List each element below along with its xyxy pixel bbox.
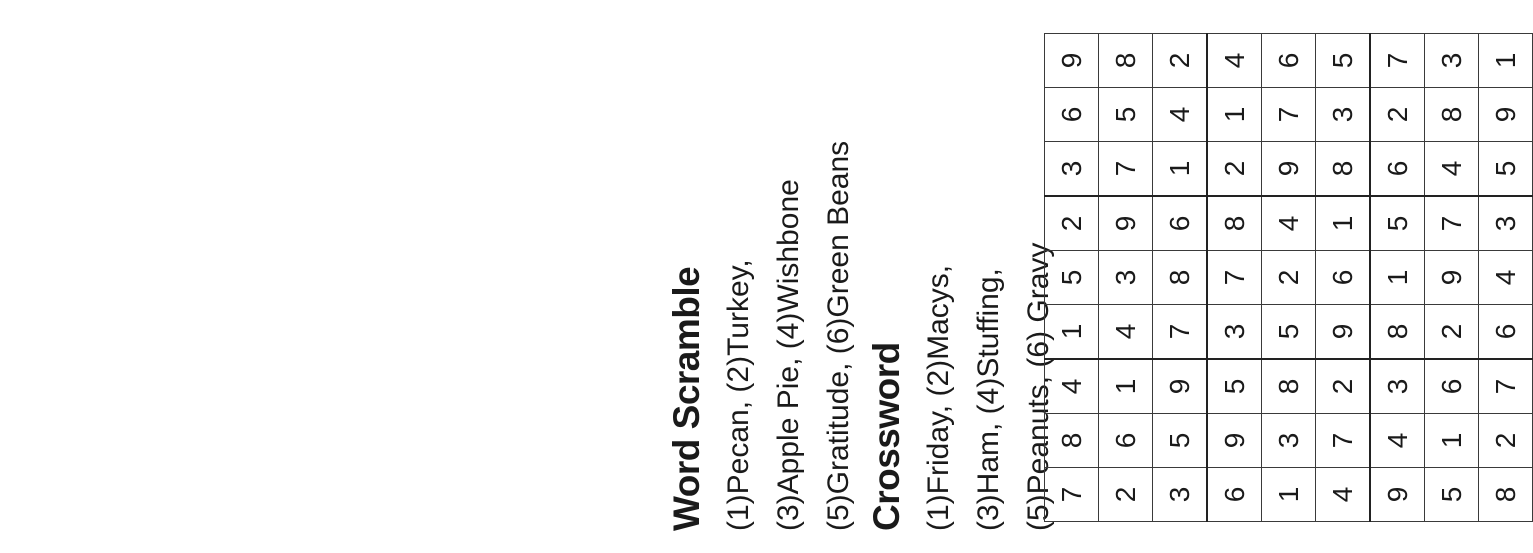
sudoku-cell: 9 — [1479, 88, 1533, 142]
sudoku-cell: 9 — [1262, 142, 1316, 197]
sudoku-cell: 3 — [1479, 196, 1533, 251]
sudoku-cell: 6 — [1153, 196, 1208, 251]
sudoku-cell: 8 — [1099, 34, 1153, 88]
sudoku-cell: 1 — [1479, 34, 1533, 88]
word-scramble-line-1: (1)Pecan, (2)Turkey, — [722, 259, 755, 531]
sudoku-cell: 2 — [1370, 88, 1425, 142]
answer-section — [665, 11, 1065, 531]
sudoku-cell: 7 — [1479, 359, 1533, 414]
sudoku-cell: 8 — [1316, 142, 1371, 197]
sudoku-row — [1316, 34, 1371, 522]
sudoku-cell: 9 — [1316, 305, 1371, 360]
sudoku-cell: 7 — [1045, 468, 1099, 522]
sudoku-cell: 5 — [1316, 34, 1371, 88]
sudoku-row — [1045, 34, 1099, 522]
sudoku-cell: 3 — [1425, 34, 1479, 88]
sudoku-cell: 2 — [1099, 468, 1153, 522]
sudoku-cell: 2 — [1153, 34, 1208, 88]
sudoku-cell: 3 — [1370, 359, 1425, 414]
sudoku-cell: 4 — [1262, 196, 1316, 251]
word-scramble-heading: Word Scramble — [666, 266, 707, 531]
sudoku-cell: 4 — [1207, 34, 1262, 88]
sudoku-row — [1207, 34, 1262, 522]
sudoku-cell: 7 — [1207, 251, 1262, 305]
sudoku-cell: 4 — [1099, 305, 1153, 360]
sudoku-cell: 5 — [1425, 468, 1479, 522]
sudoku-cell: 6 — [1316, 251, 1371, 305]
crossword-line-3: (5)Peanuts, (6) Gravy — [1022, 242, 1055, 531]
sudoku-cell: 9 — [1153, 359, 1208, 414]
sudoku-cell: 7 — [1153, 305, 1208, 360]
sudoku-cell: 4 — [1316, 468, 1371, 522]
sudoku-cell: 2 — [1316, 359, 1371, 414]
sudoku-cell: 9 — [1425, 251, 1479, 305]
sudoku-cell: 7 — [1316, 414, 1371, 468]
sudoku-row — [1425, 34, 1479, 522]
sudoku-cell: 9 — [1099, 196, 1153, 251]
sudoku-cell: 7 — [1099, 142, 1153, 197]
sudoku-cell: 2 — [1425, 305, 1479, 360]
sudoku-cell: 6 — [1099, 414, 1153, 468]
sudoku-cell: 8 — [1370, 305, 1425, 360]
sudoku-cell: 3 — [1099, 251, 1153, 305]
sudoku-cell: 6 — [1425, 359, 1479, 414]
sudoku-cell: 5 — [1099, 88, 1153, 142]
sudoku-cell: 8 — [1479, 468, 1533, 522]
sudoku-cell: 6 — [1207, 468, 1262, 522]
sudoku-row — [1099, 34, 1153, 522]
sudoku-cell: 4 — [1153, 88, 1208, 142]
crossword-line-2: (3)Ham, (4)Stuffing, — [972, 268, 1005, 531]
sudoku-cell: 8 — [1207, 196, 1262, 251]
sudoku-cell: 2 — [1262, 251, 1316, 305]
sudoku-cell: 1 — [1153, 142, 1208, 197]
sudoku-cell: 4 — [1045, 359, 1099, 414]
sudoku-cell: 9 — [1207, 414, 1262, 468]
crossword-line-1: (1)Friday, (2)Macys, — [922, 264, 955, 531]
sudoku-cell: 6 — [1479, 305, 1533, 360]
sudoku-cell: 6 — [1262, 34, 1316, 88]
word-scramble-line-3: (5)Gratitude, (6)Green Beans — [822, 140, 855, 531]
sudoku-cell: 5 — [1153, 414, 1208, 468]
sudoku-row — [1153, 34, 1208, 522]
sudoku-cell: 6 — [1045, 88, 1099, 142]
sudoku-cell: 1 — [1207, 88, 1262, 142]
sudoku-cell: 6 — [1370, 142, 1425, 197]
sudoku-cell: 4 — [1370, 414, 1425, 468]
sudoku-cell: 8 — [1262, 359, 1316, 414]
sudoku-cell: 2 — [1479, 414, 1533, 468]
sudoku-cell: 3 — [1207, 305, 1262, 360]
sudoku-cell: 1 — [1425, 414, 1479, 468]
sudoku-cell: 7 — [1425, 196, 1479, 251]
sudoku-row — [1370, 34, 1425, 522]
sudoku-cell: 1 — [1370, 251, 1425, 305]
sudoku-cell: 8 — [1153, 251, 1208, 305]
sudoku-cell: 7 — [1262, 88, 1316, 142]
sudoku-cell: 4 — [1479, 251, 1533, 305]
sudoku-cell: 1 — [1262, 468, 1316, 522]
sudoku-cell: 1 — [1045, 305, 1099, 360]
sudoku-cell: 9 — [1370, 468, 1425, 522]
sudoku-cell: 3 — [1045, 142, 1099, 197]
word-scramble-line-2: (3)Apple Pie, (4)Wishbone — [772, 179, 805, 531]
sudoku-row — [1479, 34, 1533, 522]
sudoku-cell: 5 — [1045, 251, 1099, 305]
sudoku-cell: 9 — [1045, 34, 1099, 88]
sudoku-cell: 5 — [1262, 305, 1316, 360]
sudoku-grid — [1044, 33, 1533, 522]
sudoku-cell: 1 — [1099, 359, 1153, 414]
sudoku-cell: 5 — [1479, 142, 1533, 197]
sudoku-cell: 3 — [1262, 414, 1316, 468]
sudoku-cell: 5 — [1370, 196, 1425, 251]
crossword-heading: Crossword — [866, 342, 907, 531]
sudoku-cell: 8 — [1425, 88, 1479, 142]
sudoku-cell: 5 — [1207, 359, 1262, 414]
sudoku-row — [1262, 34, 1316, 522]
sudoku-cell: 3 — [1153, 468, 1208, 522]
sudoku-cell: 1 — [1316, 196, 1371, 251]
sudoku-cell: 2 — [1207, 142, 1262, 197]
sudoku-cell: 3 — [1316, 88, 1371, 142]
sudoku-cell: 7 — [1370, 34, 1425, 88]
sudoku-cell: 4 — [1425, 142, 1479, 197]
sudoku-cell: 8 — [1045, 414, 1099, 468]
sudoku-cell: 2 — [1045, 196, 1099, 251]
